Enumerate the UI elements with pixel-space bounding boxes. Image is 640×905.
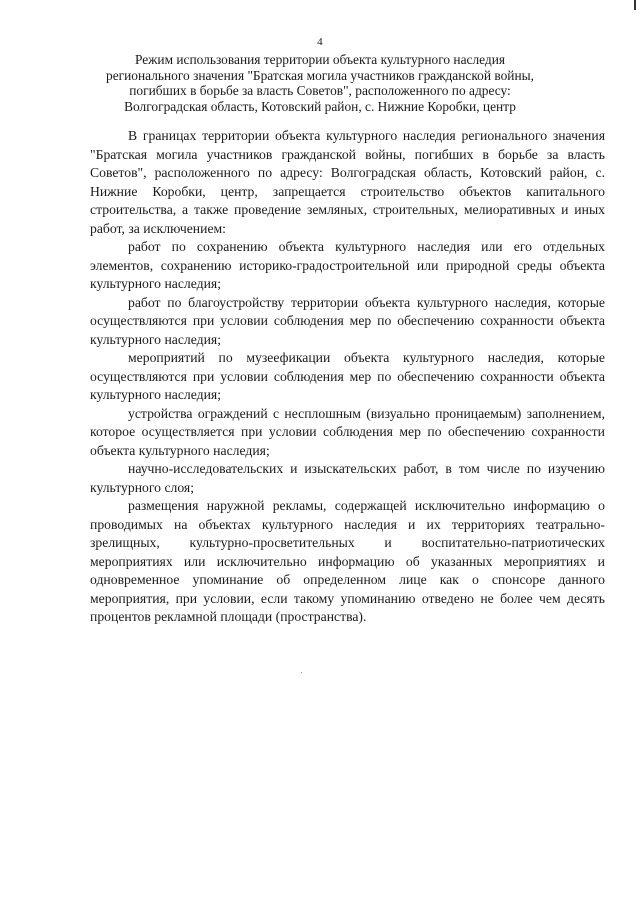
- scan-dust-mark: [301, 672, 302, 673]
- title-line: Волгоградская область, Котовский район, с. Нижние Коробки, центр: [124, 98, 516, 114]
- exception-item: научно-исследовательских и изыскательских работ, в том числе по изучению культурного слоя;: [90, 461, 605, 495]
- exception-item: работ по сохранению объекта культурного наследия или его отдельных элементов, сохранению историко-градостроительной или природной среды объекта культурного наследия;: [90, 239, 605, 291]
- title-line: Режим использования территории объекта культурного наследия: [134, 52, 506, 67]
- scan-edge-mark: [634, 0, 636, 10]
- exception-item: устройства ограждений с несплошным (визуально проницаемым) заполнением, которое осуществляется при условии соблюдения мер по обеспечению сохранности объекта культурного наследия;: [90, 405, 605, 458]
- title-line: регионального значения "Братская могила участников гражданской войны,: [106, 67, 534, 83]
- intro-paragraph: В границах территории объекта культурного наследия регионального значения "Братская могила участников гражданской войны, погибших в борьбе за власть Советов", расположенного по адресу: Волгоградская область, Котовский район, с. Нижние Коробки, центр, запрещается строительство объектов капитального строительства, а также проведение земляных, строительных, мелиоративных и иных работ, за исключением:: [90, 128, 605, 236]
- exception-item: мероприятий по музеефикации объекта культурного наследия, которые осуществляются при условии соблюдения мер по обеспечению сохранности объекта культурного наследия;: [90, 350, 605, 402]
- exception-item: работ по благоустройству территории объекта культурного наследия, которые осуществляются при условии соблюдения мер по обеспечению сохранности объекта культурного наследия;: [90, 294, 605, 347]
- title-line: погибших в борьбе за власть Советов", расположенного по адресу:: [129, 83, 511, 99]
- document-body: [90, 127, 605, 627]
- exception-item: размещения наружной рекламы, содержащей исключительно информацию о проводимых на объектах культурного наследия и их территориях театрально-зрелищных, культурно-просветительных и воспитательно-патриотических мероприятиях или исключительно информацию об указанных мероприятиях и одновременное упоминание об определенном лице как о спонсоре данного мероприятия, при условии, если такому упоминанию отведено не более чем десять процентов рекламной площади (пространства).: [90, 498, 605, 624]
- document-title: [92, 52, 548, 114]
- page-number: 4: [317, 36, 323, 48]
